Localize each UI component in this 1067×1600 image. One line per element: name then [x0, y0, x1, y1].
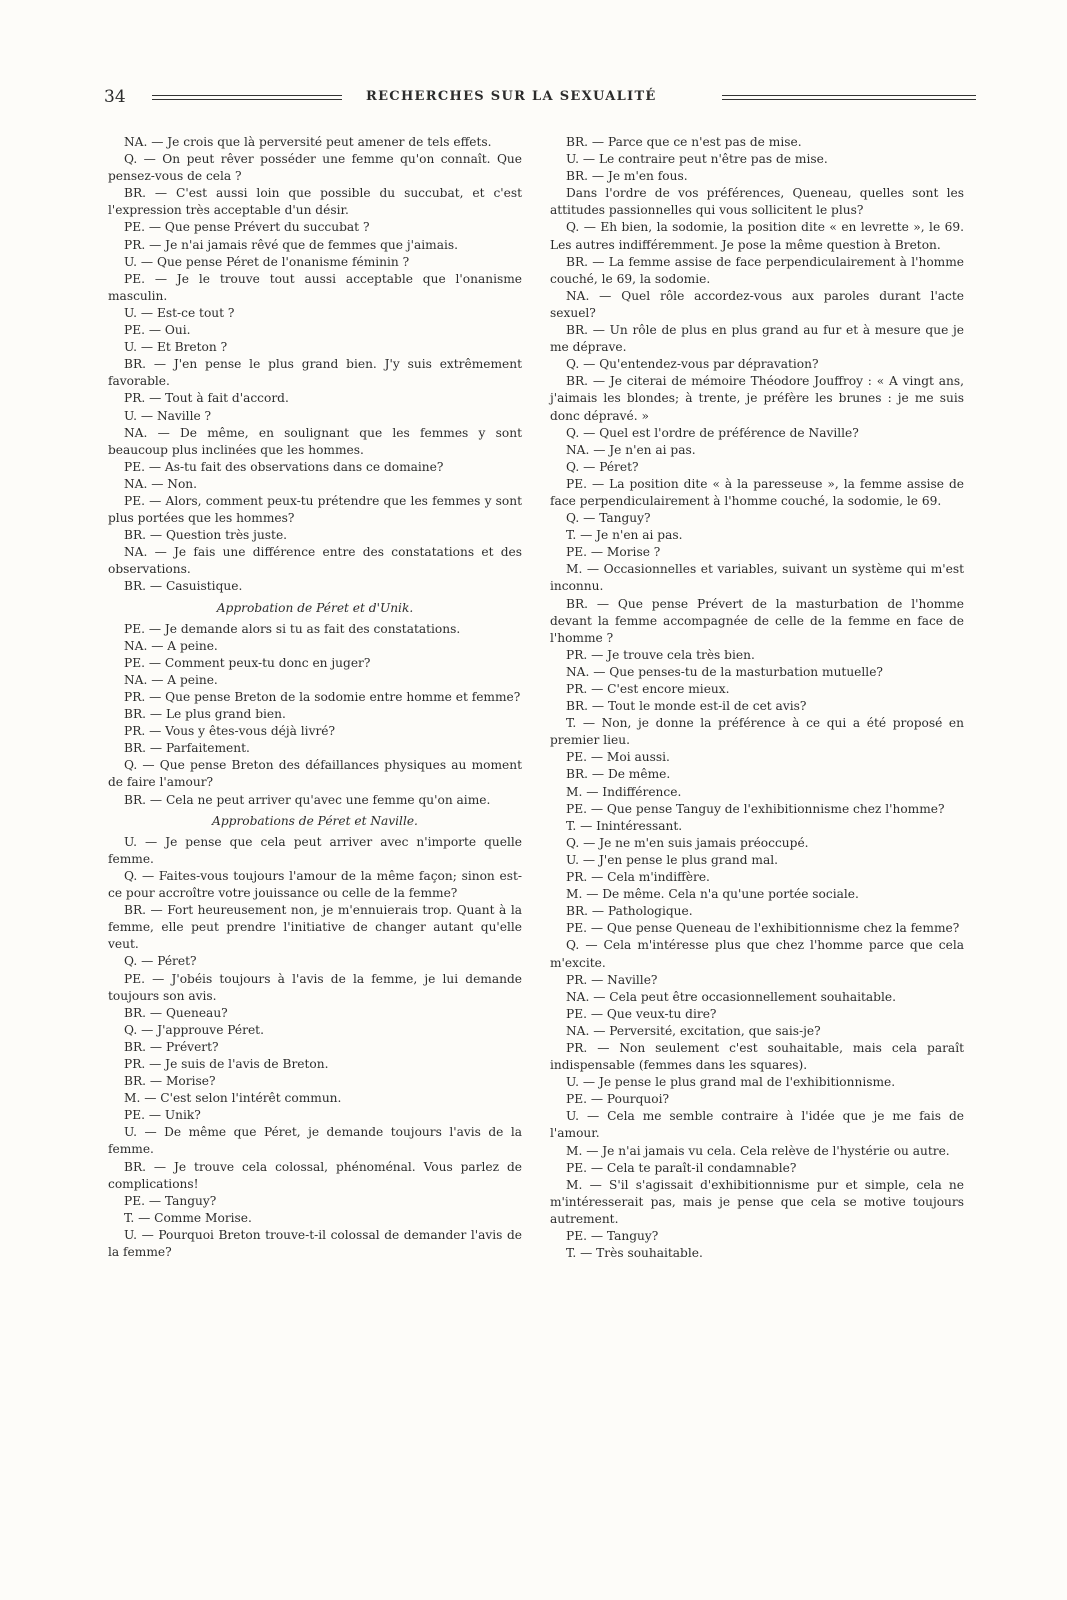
running-title: RECHERCHES SUR LA SEXUALITÉ [366, 89, 657, 104]
dialogue-line: BR. — Casuistique. [124, 579, 243, 594]
dialogue-line: NA. — Je fais une différence entre des constatations et des observations. [108, 545, 522, 577]
dialogue-line: PE. — Morise ? [566, 545, 661, 560]
dialogue-line: PR. — C'est encore mieux. [566, 682, 730, 696]
dialogue-line: PE. — Que veux-tu dire? [566, 1006, 717, 1021]
dialogue-line: Q. — Péret? [124, 954, 197, 969]
page-number: 34 [104, 87, 126, 107]
section-note: Approbation de Péret et d'Unik. [216, 600, 414, 615]
dialogue-line: Q. — On peut rêver posséder une femme qu'on connaît. Que pensez-vous de cela ? [108, 152, 522, 184]
dialogue-line: BR. — Morise? [124, 1074, 216, 1089]
dialogue-line: NA. — De même, en soulignant que les femmes y sont beaucoup plus inclinées que les hommes. [108, 425, 522, 457]
dialogue-line: BR. — Que pense Prévert de la masturbation de l'homme devant la femme accompagnée de celle de la femme en face de l'homme ? [550, 596, 964, 645]
dialogue-line: PE. — Tanguy? [124, 1193, 217, 1208]
dialogue-line: BR. — Question très juste. [124, 528, 288, 543]
dialogue-line: Q. — Cela m'intéresse plus que chez l'homme parce que cela m'excite. [550, 938, 964, 970]
dialogue-line: BR. — Tout le monde est-il de cet avis? [566, 699, 807, 714]
dialogue-line: PR. — Naville? [566, 972, 658, 987]
dialogue-line: M. — Je n'ai jamais vu cela. Cela relève de l'hystérie ou autre. [566, 1143, 950, 1158]
dialogue-line: BR. — De même. [566, 767, 671, 782]
dialogue-line: NA. — Perversité, excitation, que sais-je? [566, 1023, 821, 1038]
dialogue-line: PR. — Tout à fait d'accord. [124, 391, 289, 406]
dialogue-line: BR. — Prévert? [124, 1039, 219, 1054]
dialogue-line: PR. — Je n'ai jamais rêvé que de femmes que j'aimais. [124, 237, 458, 252]
dialogue-line: M. — Indifférence. [566, 784, 682, 799]
dialogue-line: Q. — Quel est l'ordre de préférence de Naville? [566, 425, 859, 440]
dialogue-line: BR. — Fort heureusement non, je m'ennuierais trop. Quant à la femme, elle peut prendre l'initiative de changer autant qu'elle veut. [108, 903, 522, 952]
dialogue-line: PR. — Vous y êtes-vous déjà livré? [124, 724, 336, 739]
dialogue-line: U. — Je pense que cela peut arriver avec n'importe quelle femme. [108, 834, 522, 866]
dialogue-line: U. — Est-ce tout ? [124, 305, 235, 320]
dialogue-line: PE. — Pourquoi? [566, 1092, 670, 1107]
dialogue-line: BR. — Je trouve cela colossal, phénoménal. Vous parlez de complications! [108, 1159, 522, 1191]
dialogue-line: PE. — Tanguy? [566, 1229, 659, 1243]
dialogue-line: NA. — Non. [124, 476, 198, 491]
dialogue-line: Q. — Que pense Breton des défaillances physiques au moment de faire l'amour? [108, 758, 522, 790]
dialogue-line: NA. — Cela peut être occasionnellement souhaitable. [566, 989, 896, 1004]
dialogue-line: PE. — La position dite « à la paresseuse », la femme assise de face perpendiculairement à l'homme couché, la sodomie, le 69. [550, 476, 964, 508]
dialogue-line: PE. — Alors, comment peux-tu prétendre que les femmes y sont plus portées que les hommes? [108, 493, 522, 526]
right-column [550, 134, 964, 1262]
dialogue-line: M. — De même. Cela n'a qu'une portée sociale. [566, 887, 859, 902]
dialogue-line: BR. — Pathologique. [566, 904, 693, 919]
dialogue-line: PE. — Oui. [124, 323, 191, 338]
dialogue-line: Q. — Péret? [566, 459, 639, 474]
dialogue-line: U. — Pourquoi Breton trouve-t-il colossal de demander l'avis de la femme? [108, 1227, 522, 1259]
dialogue-line: M. — C'est selon l'intérêt commun. [124, 1091, 342, 1106]
dialogue-line: T. — Inintéressant. [566, 818, 683, 833]
dialogue-line: PR. — Que pense Breton de la sodomie entre homme et femme? [124, 690, 521, 704]
dialogue-line: BR. — Parfaitement. [124, 741, 250, 756]
dialogue-line: Q. — Eh bien, la sodomie, la position dite « en levrette », le 69. Les autres indifféremment. Je pose la même question à Breton. [550, 220, 964, 252]
dialogue-line: U. — Que pense Péret de l'onanisme féminin ? [124, 254, 410, 269]
dialogue-line: U. — Le contraire peut n'être pas de mise. [566, 152, 828, 167]
dialogue-line: PE. — Comment peux-tu donc en juger? [124, 655, 371, 670]
page-header [104, 86, 976, 108]
dialogue-line: BR. — Le plus grand bien. [124, 707, 286, 722]
dialogue-line: U. — J'en pense le plus grand mal. [566, 852, 779, 867]
dialogue-line: BR. — C'est aussi loin que possible du succubat, et c'est l'expression très acceptable d'un désir. [108, 186, 522, 218]
dialogue-line: T. — Non, je donne la préférence à ce qui a été proposé en premier lieu. [550, 716, 964, 748]
dialogue-line: T. — Comme Morise. [124, 1210, 252, 1225]
dialogue-line: U. — De même que Péret, je demande toujours l'avis de la femme. [108, 1125, 522, 1157]
header-rule-left [152, 95, 342, 100]
dialogue-line: BR. — Queneau? [124, 1005, 228, 1020]
dialogue-line: PE. — Je demande alors si tu as fait des constatations. [124, 621, 461, 636]
dialogue-line: PE. — Cela te paraît-il condamnable? [566, 1160, 797, 1175]
left-column [108, 134, 522, 1261]
dialogue-line: BR. — Cela ne peut arriver qu'avec une femme qu'on aime. [124, 792, 491, 807]
section-note: Approbations de Péret et Naville. [212, 813, 418, 828]
dialogue-line: NA. — Je crois que là perversité peut amener de tels effets. [124, 135, 492, 149]
dialogue-line: M. — Occasionnelles et variables, suivant un système qui m'est inconnu. [550, 562, 964, 594]
dialogue-line: BR. — Je m'en fous. [566, 169, 688, 184]
dialogue-line: PE. — Unik? [124, 1108, 201, 1123]
dialogue-line: Q. — J'approuve Péret. [124, 1022, 264, 1037]
dialogue-line: Dans l'ordre de vos préférences, Queneau, quelles sont les attitudes passionnelles qui vous sollicitent le plus? [550, 186, 964, 218]
dialogue-line: PE. — As-tu fait des observations dans ce domaine? [124, 459, 444, 474]
dialogue-line: T. — Très souhaitable. [566, 1246, 703, 1261]
dialogue-line: NA. — Que penses-tu de la masturbation mutuelle? [566, 664, 883, 679]
dialogue-line: BR. — Je citerai de mémoire Théodore Jouffroy : « A vingt ans, j'aimais les blondes; à trente, je préfère les brunes : je me suis donc dépravé. » [550, 374, 964, 423]
dialogue-line: PE. — Que pense Prévert du succubat ? [124, 220, 370, 235]
dialogue-line: PE. — Moi aussi. [566, 750, 670, 765]
dialogue-line: PR. — Non seulement c'est souhaitable, mais cela paraît indispensable (femmes dans les squares). [550, 1040, 964, 1073]
dialogue-line: U. — Cela me semble contraire à l'idée que je me fais de l'amour. [550, 1109, 964, 1141]
dialogue-line: PE. — Que pense Tanguy de l'exhibitionnisme chez l'homme? [566, 801, 945, 816]
dialogue-line: BR. — J'en pense le plus grand bien. J'y suis extrêmement favorable. [108, 357, 522, 389]
dialogue-line: PE. — J'obéis toujours à l'avis de la femme, je lui demande toujours son avis. [108, 971, 522, 1003]
dialogue-line: BR. — Parce que ce n'est pas de mise. [566, 135, 802, 149]
dialogue-line: BR. — La femme assise de face perpendiculairement à l'homme couché, le 69, la sodomie. [550, 254, 964, 286]
dialogue-line: T. — Je n'en ai pas. [566, 528, 683, 543]
header-rule-right [722, 95, 976, 100]
dialogue-line: PE. — Je le trouve tout aussi acceptable que l'onanisme masculin. [108, 271, 522, 303]
dialogue-line: BR. — Un rôle de plus en plus grand au fur et à mesure que je me déprave. [550, 323, 964, 355]
dialogue-line: NA. — A peine. [124, 638, 218, 653]
dialogue-line: U. — Je pense le plus grand mal de l'exhibitionnisme. [566, 1075, 896, 1090]
dialogue-line: M. — S'il s'agissait d'exhibitionnisme pur et simple, cela ne m'intéresserait pas, mais je pense que cela se motive toujours autrement. [550, 1177, 964, 1226]
dialogue-line: PE. — Que pense Queneau de l'exhibitionnisme chez la femme? [566, 921, 960, 936]
dialogue-line: U. — Naville ? [124, 408, 212, 423]
dialogue-line: NA. — A peine. [124, 672, 218, 687]
dialogue-line: Q. — Faites-vous toujours l'amour de la même façon; sinon est-ce pour accroître votre jouissance ou celle de la femme? [108, 868, 522, 901]
dialogue-line: PR. — Cela m'indiffère. [566, 870, 710, 885]
dialogue-line: Q. — Qu'entendez-vous par dépravation? [566, 357, 819, 372]
dialogue-line: Q. — Tanguy? [566, 511, 651, 526]
dialogue-line: PR. — Je suis de l'avis de Breton. [124, 1056, 329, 1071]
dialogue-line: NA. — Je n'en ai pas. [566, 442, 696, 457]
dialogue-line: U. — Et Breton ? [124, 340, 228, 355]
dialogue-line: PR. — Je trouve cela très bien. [566, 647, 755, 662]
dialogue-line: NA. — Quel rôle accordez-vous aux paroles durant l'acte sexuel? [550, 288, 964, 320]
dialogue-line: Q. — Je ne m'en suis jamais préoccupé. [566, 835, 809, 850]
